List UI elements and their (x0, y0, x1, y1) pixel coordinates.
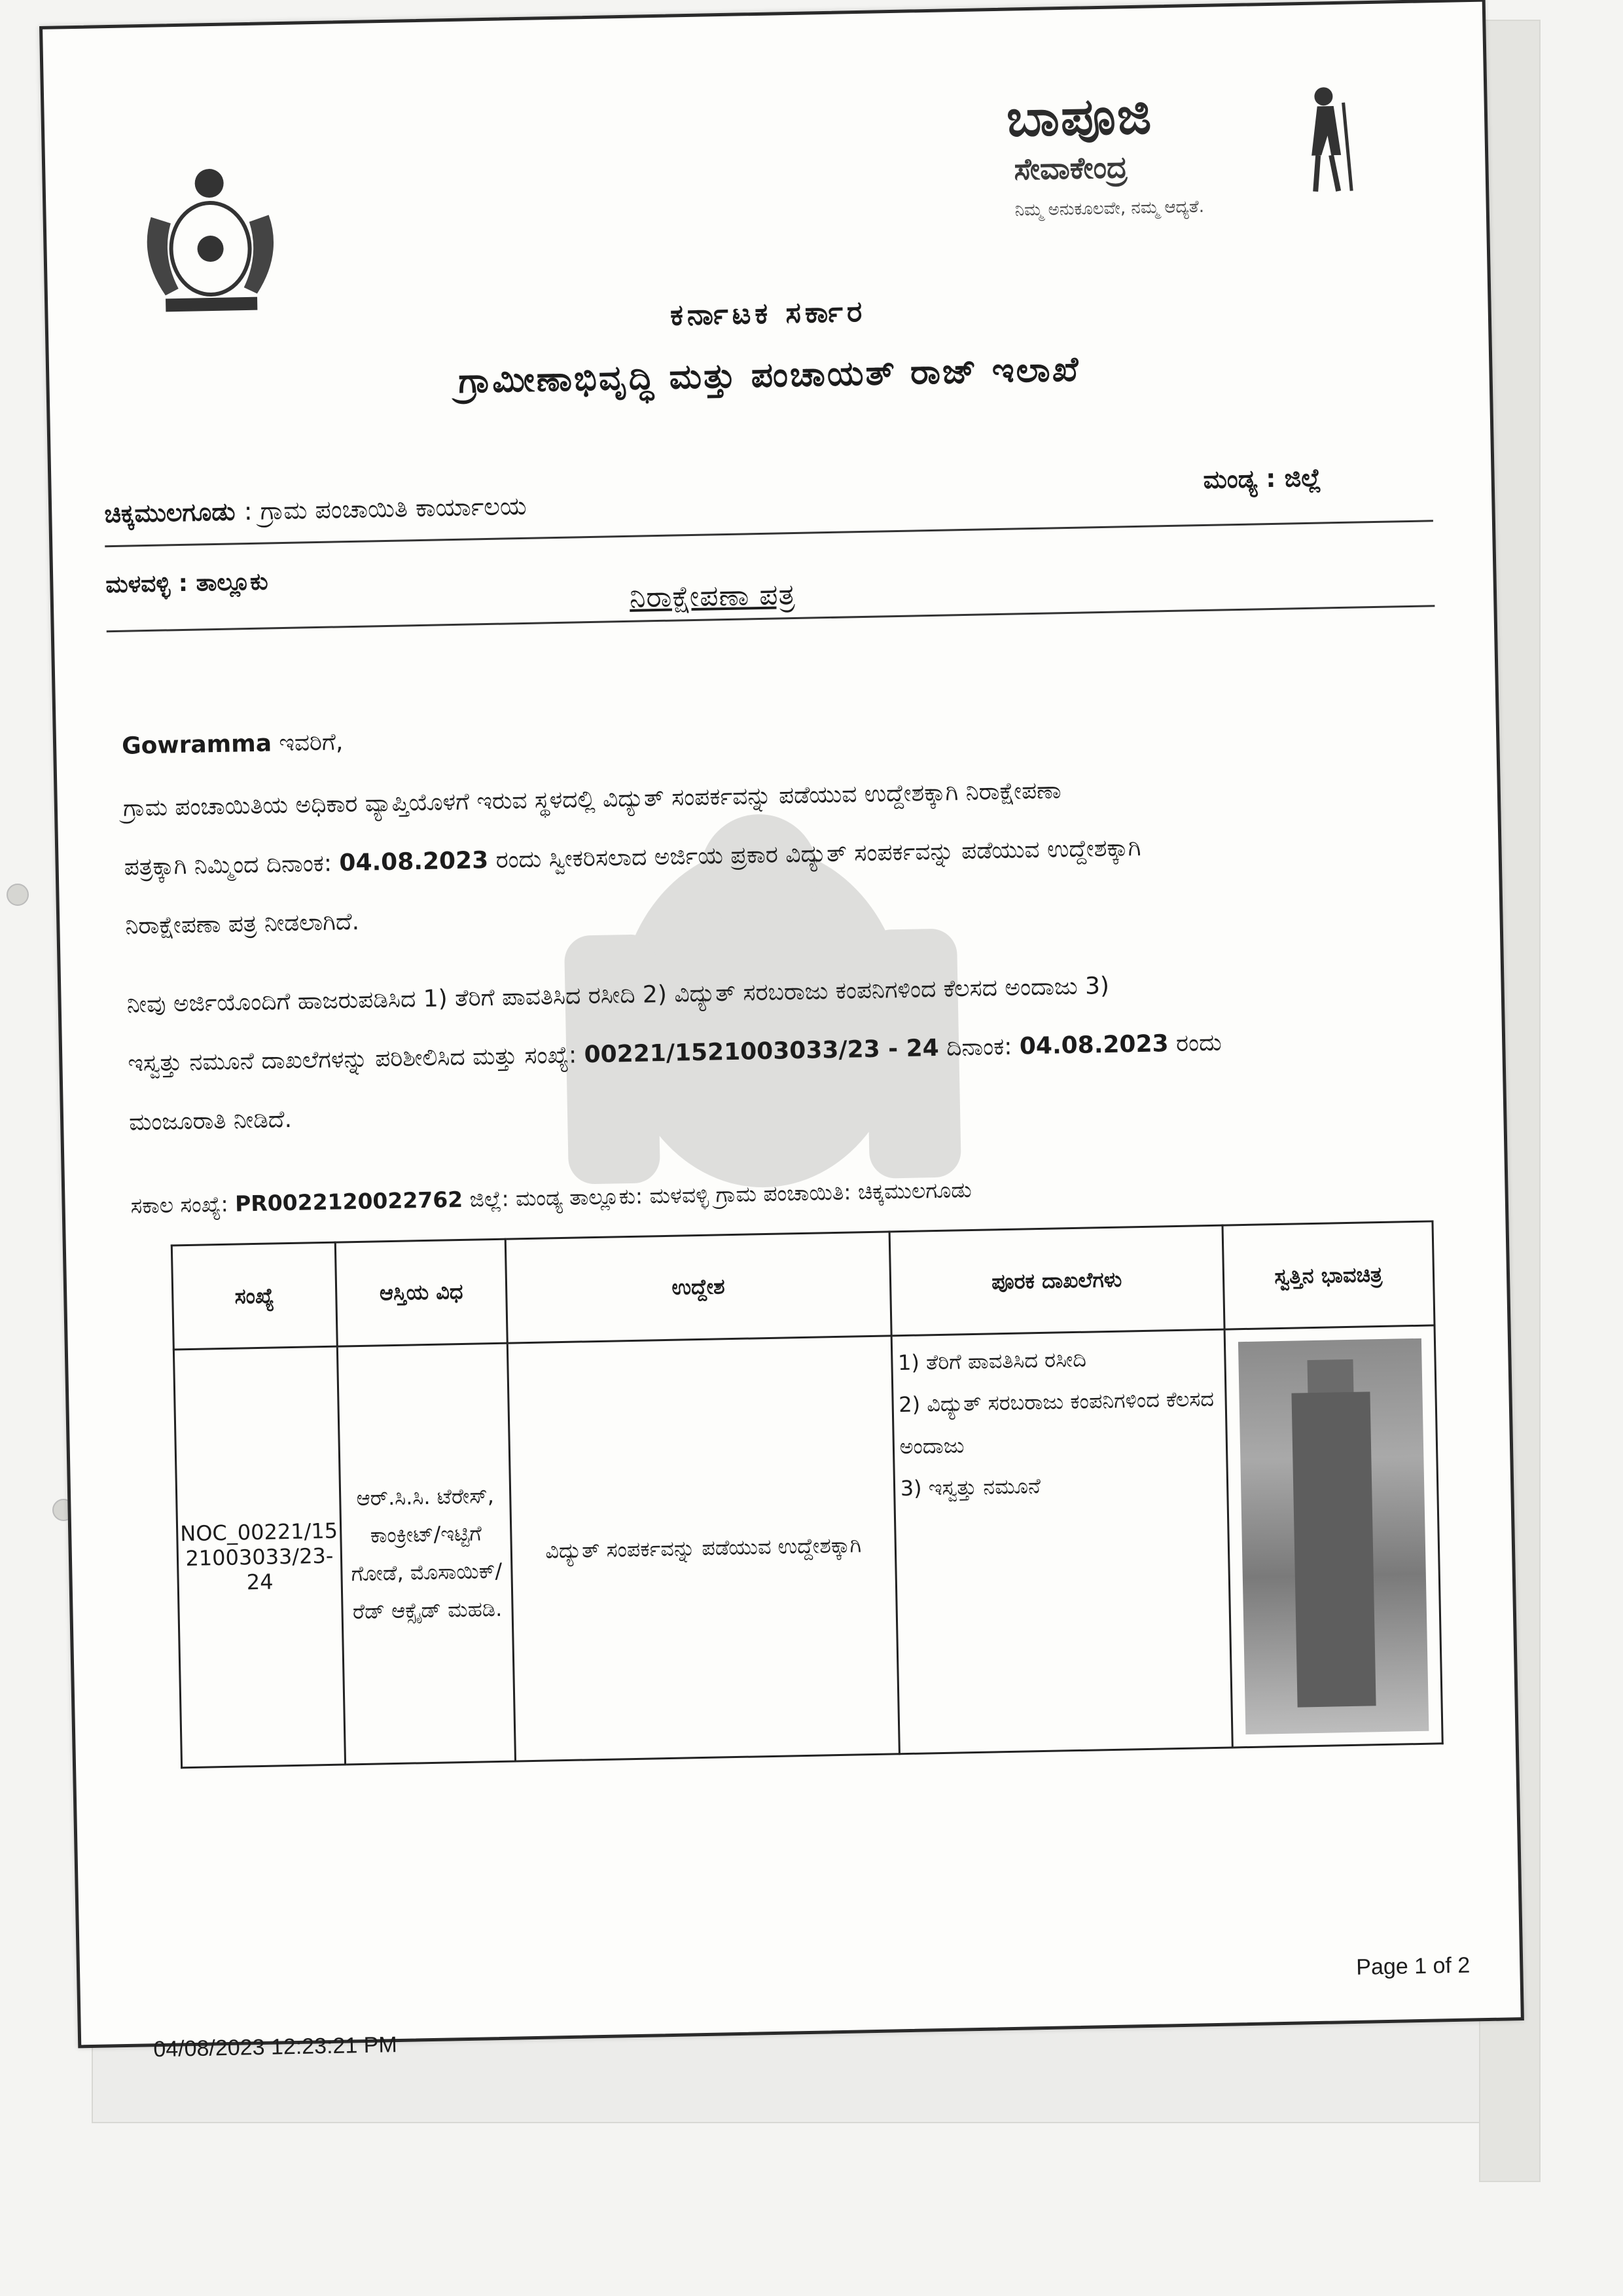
gandhi-figure-icon (1287, 82, 1361, 195)
sakala-number: PR0022120022762 (234, 1186, 463, 1217)
table-row (173, 1325, 1442, 1768)
taluk-label: ಮಳವಳ್ಳಿ : ತಾಲ್ಲೂಕು (105, 568, 269, 599)
application-date: 04.08.2023 (339, 847, 489, 877)
header-documents: ಪೂರಕ ದಾಖಲೆಗಳು (889, 1225, 1224, 1336)
logo-tagline: ನಿಮ್ಮ ಅನುಕೂಲವೇ, ನಮ್ಮ ಆದ್ಯತೆ. (1014, 196, 1205, 221)
text-fragment: ಇಸ್ವತ್ತು ನಮೂನೆ ದಾಖಲೆಗಳನ್ನು ಪರಿಶೀಲಿಸಿದ ಮತ್ತು ಸಂಖ್ಯೆ: (128, 1041, 585, 1077)
punch-hole (7, 884, 29, 906)
noc-document-page (39, 0, 1524, 2062)
text-fragment: ರಂದು (1168, 1029, 1222, 1058)
document-item: 3) ಇಸ್ವತ್ತು ನಮೂನೆ (900, 1473, 1041, 1501)
district-label: ಮಂಡ್ಯ : ಜಿಲ್ಲೆ (1203, 463, 1322, 494)
document-item: 2) ವಿದ್ಯುತ್ ಸರಬರಾಜು ಕಂಪನಿಗಳಿಂದ ಕೆಲಸದ ಅಂದಾಜು (898, 1386, 1215, 1460)
page-number: Page 1 of 2 (1355, 1952, 1471, 1980)
government-title: ಕರ್ನಾಟಕ ಸರ್ಕಾರ (669, 295, 866, 332)
office-place: ಚಿಕ್ಕಮುಲಗೂಡು (103, 497, 236, 529)
karnataka-emblem-icon (124, 156, 297, 329)
photo-detail (1291, 1391, 1376, 1707)
print-timestamp: 04/08/2023 12:23:21 PM (153, 2032, 398, 2062)
document-title: ನಿರಾಕ್ಷೇಪಣಾ ಪತ್ರ (629, 577, 796, 615)
header-purpose: ಉದ್ದೇಶ (505, 1232, 891, 1343)
header-property-type: ಆಸ್ತಿಯ ವಿಧ (335, 1239, 507, 1346)
text-fragment: ರಂದು ಸ್ವೀಕರಿಸಲಾದ ಅರ್ಜಿಯ ಪ್ರಕಾರ ವಿದ್ಯುತ್ ಸಂಪರ್ಕವನ್ನು ಪಡೆಯುವ ಉದ್ದೇಶಕ್ಕಾಗಿ (488, 834, 1141, 874)
noc-details-table (171, 1220, 1444, 1768)
property-photo-cell (1224, 1325, 1443, 1748)
sanction-number: 00221/1521003033/23 - 24 (584, 1034, 940, 1069)
paragraph-2-line-3: ಮಂಜೂರಾತಿ ನೀಡಿದೆ. (128, 1105, 293, 1136)
paragraph-1-line-1: ಗ್ರಾಮ ಪಂಚಾಯಿತಿಯ ಅಧಿಕಾರ ವ್ಯಾಪ್ತಿಯೊಳಗೆ ಇರುವ ಸ್ಥಳದಲ್ಲಿ ವಿದ್ಯುತ್ ಸಂಪರ್ಕವನ್ನು ಪಡೆಯುವ ಉದ್ದೇಶಕ್ಕಾಗಿ ನಿರಾಕ್ಷೇಪಣಾ (122, 777, 1061, 822)
addressee-line (122, 730, 344, 758)
seva-kendra-logo (1006, 82, 1375, 240)
text-fragment: ಸಕಾಲ ಸಂಖ್ಯೆ: (130, 1191, 236, 1219)
document-item: 1) ತೆರಿಗೆ ಪಾವತಿಸಿದ ರಸೀದಿ (897, 1346, 1087, 1376)
text-fragment: ಜಿಲ್ಲೆ: ಮಂಡ್ಯ ತಾಲ್ಲೂಕು: ಮಳವಳ್ಳಿ ಗ್ರಾಮ ಪಂಚಾಯಿತಿ: ಚಿಕ್ಕಮುಲಗೂಡು (462, 1176, 972, 1212)
department-title: ಗ್ರಾಮೀಣಾಭಿವೃದ್ಧಿ ಮತ್ತು ಪಂಚಾಯತ್ ರಾಜ್ ಇಲಾಖೆ (457, 350, 1081, 401)
addressee-suffix: ಇವರಿಗೆ, (271, 728, 344, 757)
header-number: ಸಂಖ್ಯೆ (171, 1242, 337, 1350)
property-photo (1238, 1338, 1429, 1734)
paragraph-2-line-1: ನೀವು ಅರ್ಜಿಯೊಂದಿಗೆ ಹಾಜರುಪಡಿಸಿದ 1) ತೆರಿಗೆ ಪಾವತಿಸಿದ ರಸೀದಿ 2) ವಿದ್ಯುತ್ ಸರಬರಾಜು ಕಂಪನಿಗಳಿಂದ ಕೆಲಸದ ಅಂದಾಜು 3) (126, 972, 1110, 1018)
sanction-date: 04.08.2023 (1019, 1030, 1169, 1060)
logo-title: ಬಾಪೂಜಿ (1006, 86, 1154, 149)
text-fragment: ಪತ್ರಕ್ಕಾಗಿ ನಿಮ್ಮಿಂದ ದಿನಾಂಕ: (124, 850, 340, 881)
text-fragment: ದಿನಾಂಕ: (938, 1033, 1020, 1062)
office-name: : ಗ್ರಾಮ ಪಂಚಾಯಿತಿ ಕಾರ್ಯಾಲಯ (243, 491, 527, 526)
noc-number: NOC_00221/1521003033/23-24 (173, 1346, 345, 1768)
addressee-name: Gowramma (121, 730, 272, 760)
paragraph-1-line-3: ನಿರಾಕ್ಷೇಪಣಾ ಪತ್ರ ನೀಡಲಾಗಿದೆ. (125, 908, 360, 940)
supporting-documents (891, 1329, 1232, 1754)
office-line (104, 492, 527, 529)
logo-subtitle: ಸೇವಾಕೇಂದ್ರ (1013, 149, 1128, 187)
purpose: ವಿದ್ಯುತ್ ಸಂಪರ್ಕವನ್ನು ಪಡೆಯುವ ಉದ್ದೇಶಕ್ಕಾಗಿ (507, 1336, 899, 1761)
property-type: ಆರ್.ಸಿ.ಸಿ. ಟೆರೇಸ್, ಕಾಂಕ್ರೀಟ್/ಇಟ್ಟಿಗೆ ಗೋಡೆ, ಮೊಸಾಯಿಕ್/ರೆಡ್ ಆಕ್ಸೈಡ್ ಮಹಡಿ. (337, 1343, 515, 1765)
header-photo: ಸ್ವತ್ತಿನ ಭಾವಚಿತ್ರ (1222, 1221, 1435, 1329)
